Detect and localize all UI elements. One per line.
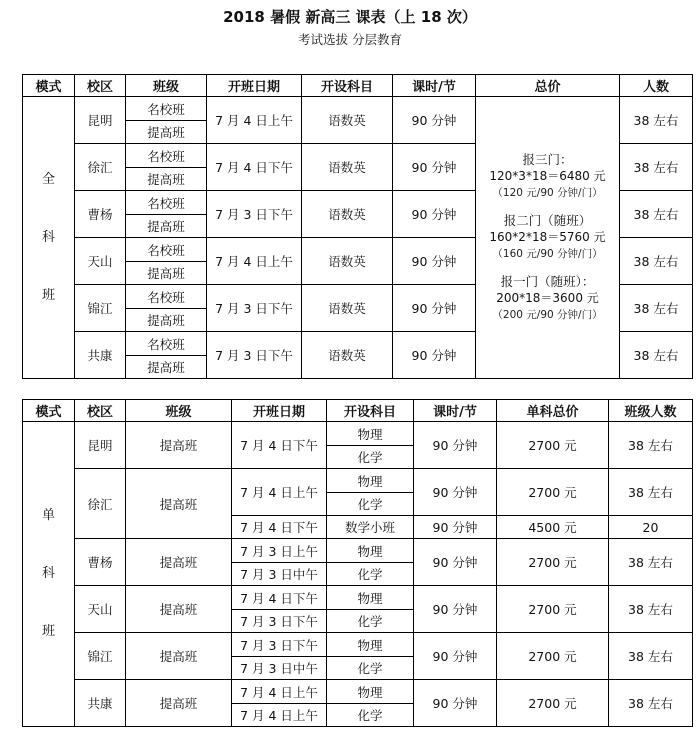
duration-cell: 90 分钟 <box>393 238 476 285</box>
class-cell: 提高班 <box>126 422 232 469</box>
price-cell: 2700 元 <box>497 422 609 469</box>
duration-cell: 90 分钟 <box>414 422 497 469</box>
total-price-cell <box>476 97 620 379</box>
date-cell: 7 月 4 日上午 <box>232 680 327 704</box>
table-row <box>23 422 693 446</box>
header-class: 班级 <box>126 75 207 97</box>
class-cell: 名校班 <box>126 191 207 215</box>
duration-cell: 90 分钟 <box>414 586 497 633</box>
mode-cell: 全 科 班 <box>23 97 75 379</box>
subject-cell: 物理 <box>327 422 414 446</box>
class-cell: 提高班 <box>126 356 207 379</box>
page-subtitle: 考试选拔 分层教育 <box>298 32 402 47</box>
count-cell: 38 左右 <box>620 238 693 285</box>
table-header-row <box>23 75 693 97</box>
class-cell: 名校班 <box>126 332 207 356</box>
full-subject-schedule-table <box>22 74 693 379</box>
header-class-count: 班级人数 <box>609 400 693 422</box>
date-cell: 7 月 4 日下午 <box>232 422 327 469</box>
class-cell: 名校班 <box>126 238 207 262</box>
header-total-price: 总价 <box>476 75 620 97</box>
header-mode: 模式 <box>23 75 75 97</box>
price-option-two: 报二门（随班） 160*2*18＝5760 元 （160 元/90 分钟/门） <box>489 213 606 260</box>
header-class: 班级 <box>126 400 232 422</box>
subjects-cell: 语数英 <box>302 97 393 144</box>
duration-cell: 90 分钟 <box>393 285 476 332</box>
campus-cell: 天山 <box>75 586 126 633</box>
campus-cell: 徐汇 <box>75 469 126 539</box>
class-cell: 提高班 <box>126 633 232 680</box>
duration-cell: 90 分钟 <box>393 97 476 144</box>
class-cell: 提高班 <box>126 469 232 539</box>
price-cell: 2700 元 <box>497 539 609 586</box>
subject-cell: 化学 <box>327 563 414 586</box>
class-cell: 提高班 <box>126 121 207 144</box>
subject-cell: 物理 <box>327 469 414 493</box>
subject-cell: 物理 <box>327 680 414 704</box>
campus-cell: 锦江 <box>75 633 126 680</box>
class-cell: 名校班 <box>126 144 207 168</box>
class-cell: 提高班 <box>126 680 232 727</box>
header-start-date: 开班日期 <box>207 75 302 97</box>
header-campus: 校区 <box>75 400 126 422</box>
count-cell: 38 左右 <box>620 97 693 144</box>
date-cell: 7 月 3 日下午 <box>207 332 302 379</box>
campus-cell: 共康 <box>75 680 126 727</box>
date-cell: 7 月 3 日中午 <box>232 657 327 680</box>
date-cell: 7 月 4 日上午 <box>207 97 302 144</box>
subjects-cell: 语数英 <box>302 144 393 191</box>
date-cell: 7 月 4 日上午 <box>207 238 302 285</box>
date-cell: 7 月 3 日下午 <box>207 191 302 238</box>
duration-cell: 90 分钟 <box>414 469 497 516</box>
count-cell: 38 左右 <box>609 586 693 633</box>
subject-cell: 化学 <box>327 657 414 680</box>
table-row <box>23 586 693 610</box>
subjects-cell: 语数英 <box>302 285 393 332</box>
duration-cell: 90 分钟 <box>414 516 497 539</box>
subjects-cell: 语数英 <box>302 191 393 238</box>
table-row <box>23 539 693 563</box>
subjects-cell: 语数英 <box>302 238 393 285</box>
class-cell: 名校班 <box>126 97 207 121</box>
date-cell: 7 月 3 日下午 <box>207 285 302 332</box>
subject-cell: 物理 <box>327 586 414 610</box>
subject-cell: 物理 <box>327 633 414 657</box>
price-option-one: 报一门（随班）： 200*18＝3600 元 （200 元/90 分钟/门） <box>492 274 603 321</box>
date-cell: 7 月 4 日上午 <box>232 704 327 727</box>
header-subjects: 开设科目 <box>302 75 393 97</box>
date-cell: 7 月 3 日上午 <box>232 539 327 563</box>
price-cell: 4500 元 <box>497 516 609 539</box>
header-duration: 课时/节 <box>414 400 497 422</box>
table-row <box>23 97 693 121</box>
header-duration: 课时/节 <box>393 75 476 97</box>
count-cell: 38 左右 <box>609 422 693 469</box>
class-cell: 提高班 <box>126 586 232 633</box>
date-cell: 7 月 3 日下午 <box>232 610 327 633</box>
duration-cell: 90 分钟 <box>393 332 476 379</box>
page-title: 2018 暑假 新高三 课表（上 18 次） <box>223 8 477 26</box>
count-cell: 38 左右 <box>609 633 693 680</box>
header-start-date: 开班日期 <box>232 400 327 422</box>
campus-cell: 昆明 <box>75 97 126 144</box>
campus-cell: 曹杨 <box>75 539 126 586</box>
count-cell: 38 左右 <box>609 539 693 586</box>
date-cell: 7 月 4 日下午 <box>232 586 327 610</box>
class-cell: 提高班 <box>126 309 207 332</box>
campus-cell: 昆明 <box>75 422 126 469</box>
price-cell: 2700 元 <box>497 586 609 633</box>
duration-cell: 90 分钟 <box>393 144 476 191</box>
subject-cell: 化学 <box>327 610 414 633</box>
duration-cell: 90 分钟 <box>414 539 497 586</box>
date-cell: 7 月 4 日下午 <box>207 144 302 191</box>
single-subject-schedule-table <box>22 399 693 727</box>
subject-cell: 数学小班 <box>327 516 414 539</box>
class-cell: 名校班 <box>126 285 207 309</box>
campus-cell: 天山 <box>75 238 126 285</box>
subject-cell: 化学 <box>327 704 414 727</box>
table-header-row <box>23 400 693 422</box>
count-cell: 20 <box>609 516 693 539</box>
count-cell: 38 左右 <box>620 332 693 379</box>
header-mode: 模式 <box>23 400 75 422</box>
table-row <box>23 680 693 704</box>
subject-cell: 化学 <box>327 493 414 516</box>
duration-cell: 90 分钟 <box>414 680 497 727</box>
table-row <box>23 633 693 657</box>
class-cell: 提高班 <box>126 262 207 285</box>
header-subjects: 开设科目 <box>327 400 414 422</box>
campus-cell: 锦江 <box>75 285 126 332</box>
campus-cell: 共康 <box>75 332 126 379</box>
date-cell: 7 月 4 日上午 <box>232 469 327 516</box>
price-cell: 2700 元 <box>497 680 609 727</box>
class-cell: 提高班 <box>126 215 207 238</box>
duration-cell: 90 分钟 <box>393 191 476 238</box>
class-cell: 提高班 <box>126 539 232 586</box>
header-count: 人数 <box>620 75 693 97</box>
campus-cell: 徐汇 <box>75 144 126 191</box>
count-cell: 38 左右 <box>620 285 693 332</box>
date-cell: 7 月 3 日中午 <box>232 563 327 586</box>
price-cell: 2700 元 <box>497 633 609 680</box>
subject-cell: 化学 <box>327 446 414 469</box>
duration-cell: 90 分钟 <box>414 633 497 680</box>
table-row <box>23 469 693 493</box>
class-cell: 提高班 <box>126 168 207 191</box>
price-option-three: 报三门： 120*3*18＝6480 元 （120 元/90 分钟/门） <box>489 152 606 199</box>
date-cell: 7 月 3 日下午 <box>232 633 327 657</box>
date-cell: 7 月 4 日下午 <box>232 516 327 539</box>
count-cell: 38 左右 <box>620 191 693 238</box>
subject-cell: 物理 <box>327 539 414 563</box>
mode-cell: 单 科 班 <box>23 422 75 727</box>
count-cell: 38 左右 <box>609 469 693 516</box>
count-cell: 38 左右 <box>620 144 693 191</box>
subjects-cell: 语数英 <box>302 332 393 379</box>
header-campus: 校区 <box>75 75 126 97</box>
count-cell: 38 左右 <box>609 680 693 727</box>
price-cell: 2700 元 <box>497 469 609 516</box>
header-single-price: 单科总价 <box>497 400 609 422</box>
campus-cell: 曹杨 <box>75 191 126 238</box>
